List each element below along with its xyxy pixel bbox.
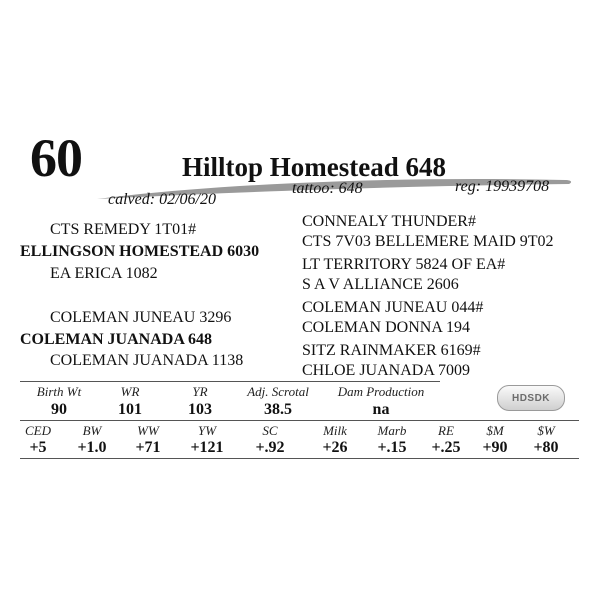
- epd-value-ww: +71: [135, 439, 161, 456]
- perf-header-wr: WR: [120, 384, 140, 399]
- perf-header-yr: YR: [192, 384, 208, 399]
- perf-header-adj-scrotal: Adj. Scrotal: [247, 384, 309, 399]
- epd-header-bw: BW: [82, 423, 102, 438]
- pedigree-sire-dam: EA ERICA 1082: [50, 265, 158, 282]
- hdsdk-badge: HDSDK: [497, 385, 565, 411]
- pedigree-right-2: CTS 7V03 BELLEMERE MAID 9T02: [302, 233, 554, 250]
- lot-number: 60: [30, 128, 82, 188]
- epd-value-dollar-m: +90: [482, 439, 508, 456]
- epd-value-bw: +1.0: [77, 439, 107, 456]
- perf-value-adj-scrotal: 38.5: [264, 401, 292, 418]
- epd-header-ww: WW: [137, 423, 159, 438]
- epd-bottom-rule: [20, 458, 579, 459]
- epd-value-re: +.25: [431, 439, 461, 456]
- perf-value-dam-production: na: [372, 401, 390, 418]
- epd-header-yw: YW: [197, 423, 217, 438]
- epd-header-dollar-w: $W: [537, 423, 555, 438]
- pedigree-right-6: COLEMAN DONNA 194: [302, 319, 470, 336]
- epd-header-re: RE: [438, 423, 454, 438]
- pedigree-dam-sire: COLEMAN JUNEAU 3296: [50, 309, 232, 326]
- tattoo: tattoo: 648: [292, 180, 363, 197]
- pedigree-right-1: CONNEALY THUNDER#: [302, 213, 476, 230]
- pedigree-dam-dam: COLEMAN JUANADA 1138: [50, 352, 244, 369]
- epd-value-dollar-w: +80: [533, 439, 559, 456]
- perf-value-wr: 101: [118, 401, 142, 418]
- epd-header-marb: Marb: [377, 423, 407, 438]
- epd-header-milk: Milk: [323, 423, 347, 438]
- pedigree-right-4: S A V ALLIANCE 2606: [302, 276, 459, 293]
- epd-value-marb: +.15: [377, 439, 407, 456]
- pedigree-sire-sire: CTS REMEDY 1T01#: [50, 221, 197, 238]
- perf-header-birth-wt: Birth Wt: [36, 384, 82, 399]
- pedigree-right-3: LT TERRITORY 5824 OF EA#: [302, 256, 506, 273]
- epd-value-milk: +26: [322, 439, 348, 456]
- epd-top-rule: [20, 420, 579, 421]
- epd-value-sc: +.92: [255, 439, 285, 456]
- registration-number: reg: 19939708: [455, 178, 550, 195]
- pedigree-right-7: SITZ RAINMAKER 6169#: [302, 342, 481, 359]
- perf-header-dam-production: Dam Production: [337, 384, 425, 399]
- epd-value-yw: +121: [190, 439, 224, 456]
- pedigree-dam: COLEMAN JUANADA 648: [20, 331, 212, 348]
- perf-value-yr: 103: [188, 401, 212, 418]
- epd-header-sc: SC: [262, 423, 278, 438]
- pedigree-right-5: COLEMAN JUNEAU 044#: [302, 299, 484, 316]
- calved-date: calved: 02/06/20: [108, 191, 216, 208]
- animal-name: Hilltop Homestead 648: [182, 152, 446, 182]
- epd-header-ced: CED: [25, 423, 51, 438]
- pedigree-right-8: CHLOE JUANADA 7009: [302, 362, 470, 379]
- epd-header-dollar-m: $M: [486, 423, 504, 438]
- pedigree-sire: ELLINGSON HOMESTEAD 6030: [20, 243, 260, 260]
- table-top-rule: [20, 381, 440, 382]
- epd-value-ced: +5: [29, 439, 47, 456]
- perf-value-birth-wt: 90: [51, 401, 67, 418]
